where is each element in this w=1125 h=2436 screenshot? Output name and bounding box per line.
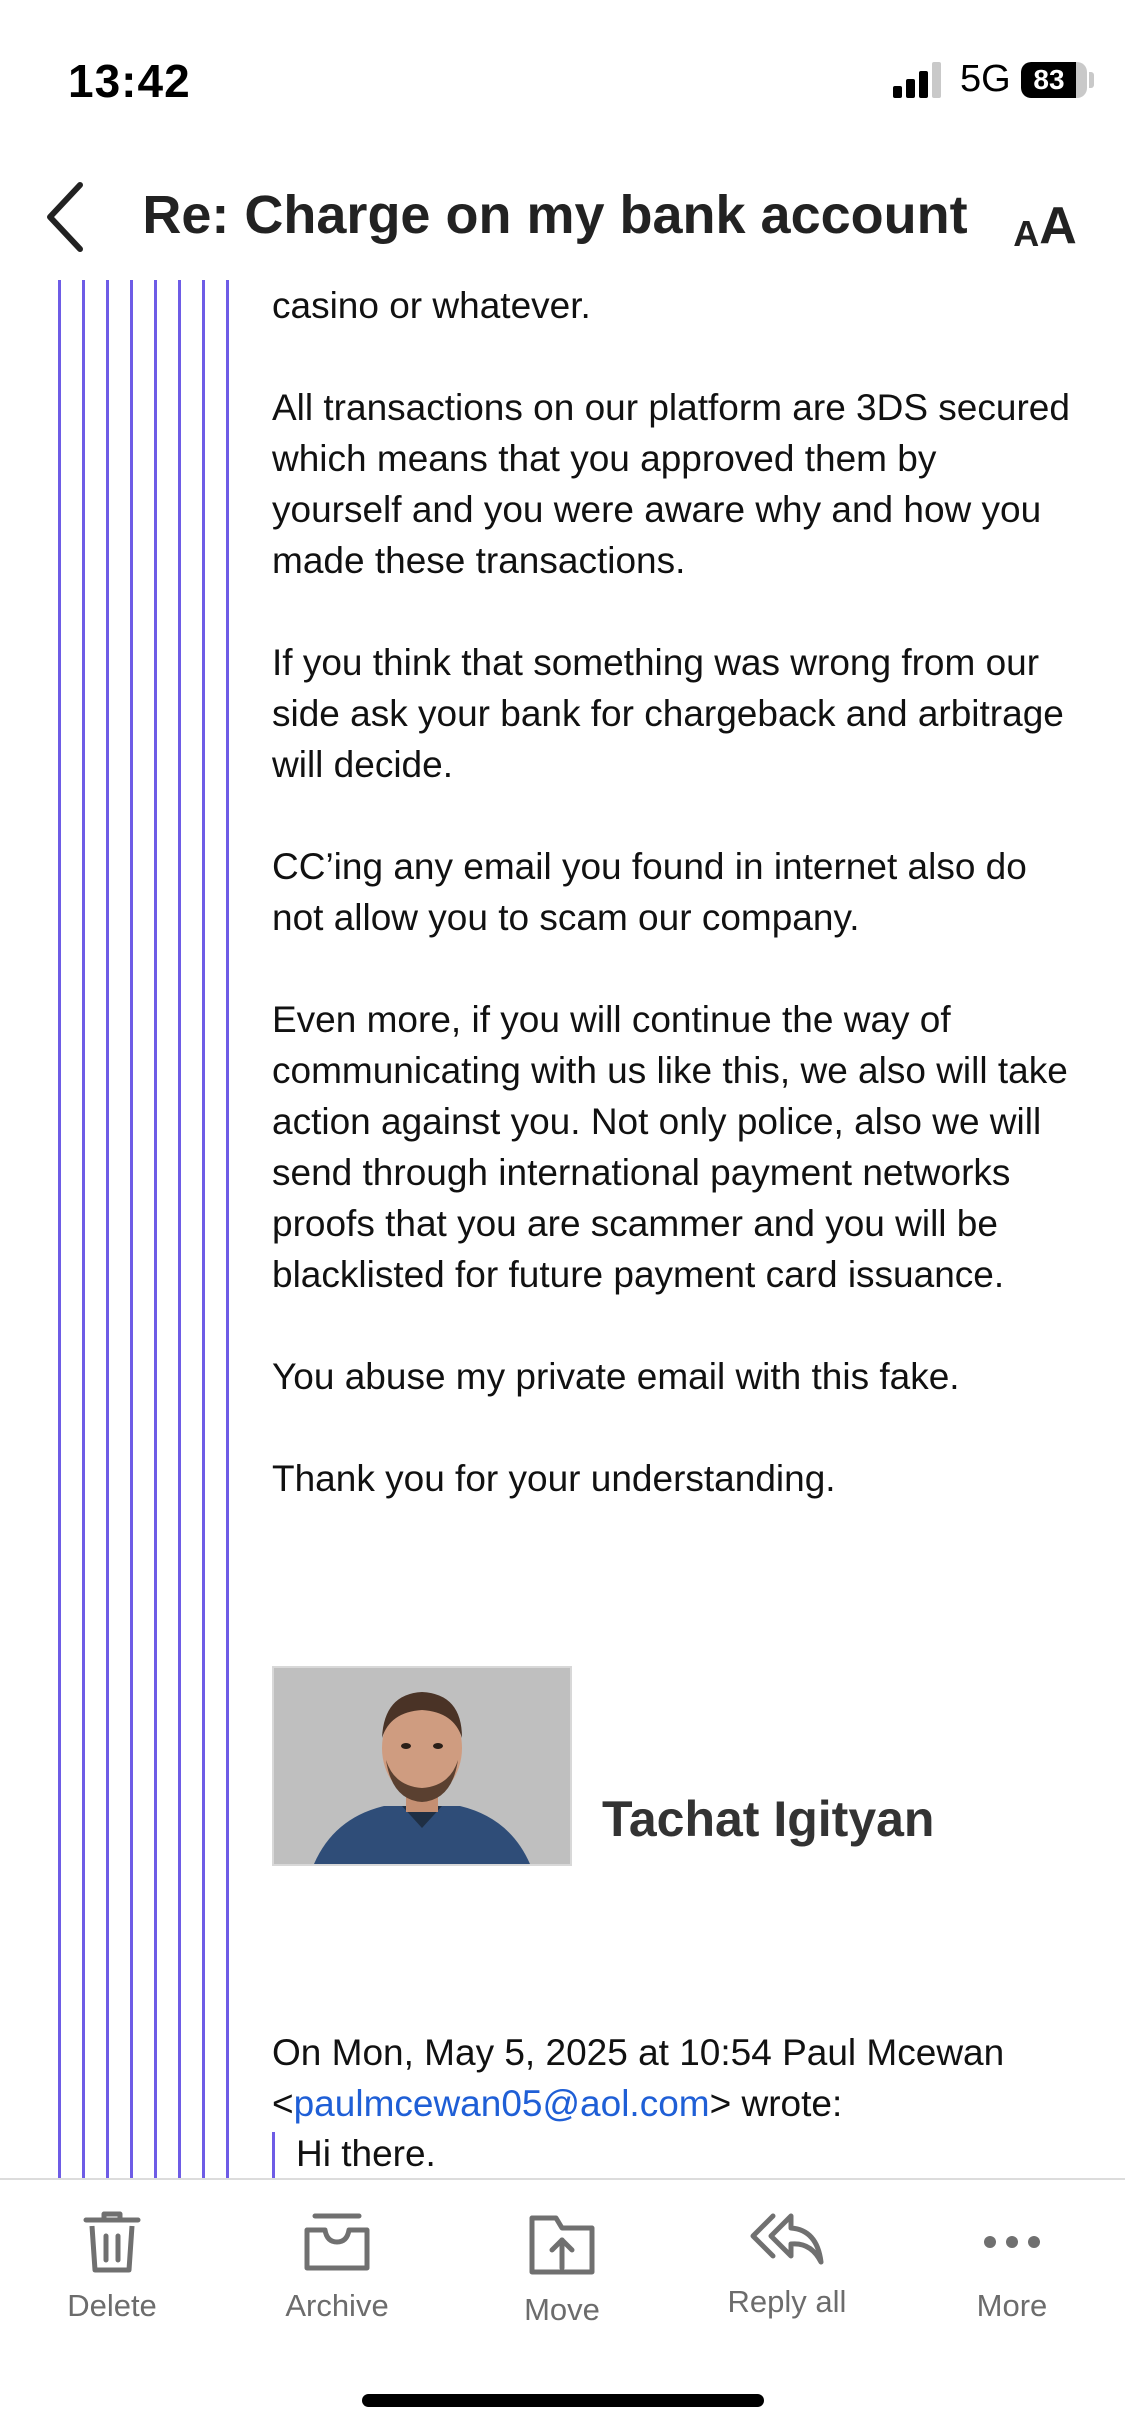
message-text [272,280,1072,1555]
text-size-small-a: A [1013,213,1040,254]
message-paragraph: casino or whatever. [272,285,591,326]
back-button[interactable] [30,172,100,262]
message-paragraph: All transactions on our platform are 3DS secured which means that you approved them by yourself and you were aware why and how you made these transactions. [272,387,1070,581]
message-paragraph: If you think that something was wrong from our side ask your bank for chargeback and arbitrage will decide. [272,642,1064,785]
quote-line [58,280,61,2178]
signature-photo [272,1666,572,1866]
email-signature [272,1666,1072,1876]
quoted-text: Hi there. [296,2133,436,2174]
sender-email-link[interactable]: paulmcewan05@aol.com [293,2083,710,2124]
page-title: Re: Charge on my bank account [142,185,968,245]
delete-label: Delete [67,2288,157,2323]
quote-line [202,280,205,2178]
battery-nub [1089,72,1094,88]
message-paragraph: CC’ing any email you found in internet also do not allow you to scam our company. [272,846,1027,938]
signature-name: Tachat Igityan [602,1791,935,1847]
status-time: 13:42 [68,55,191,107]
quote-level-lines [58,280,258,2178]
reply-all-label: Reply all [727,2284,847,2319]
quote-line [272,2132,275,2178]
message-paragraph: You abuse my private email with this fake. [272,1356,960,1397]
quote-header [272,2027,1092,2129]
network-type: 5G [960,58,1011,100]
quoted-message [272,2130,1072,2178]
message-paragraph: Even more, if you will continue the way of communicating with us like this, we also will take action against you. Not only police, also we will send through international payment networks proofs that you are scammer and you will be blacklisted for future payment card issuance. [272,999,1068,1295]
trash-icon [82,2210,142,2274]
battery-icon [1021,62,1087,98]
quote-header-suffix: > wrote: [709,2083,843,2124]
more-label: More [976,2288,1048,2323]
archive-label: Archive [285,2288,389,2323]
archive-icon [303,2210,371,2274]
quote-line [106,280,109,2178]
cellular-signal-icon [893,62,943,98]
move-label: Move [524,2292,600,2327]
archive-button[interactable] [237,2210,437,2350]
text-size-large-a: A [1039,197,1077,255]
quote-line [154,280,157,2178]
message-paragraph: Thank you for your understanding. [272,1458,836,1499]
quote-header-prefix: On Mon, May 5, 2025 at 10:54 Paul Mcewan < [272,2032,1005,2124]
quote-line [226,280,229,2178]
move-icon [528,2210,596,2278]
battery-level: 83 [1033,64,1065,95]
message-body[interactable] [0,280,1125,2178]
more-button[interactable] [912,2210,1112,2350]
reply-all-button[interactable] [687,2210,887,2350]
quote-line [82,280,85,2178]
move-button[interactable] [462,2210,662,2350]
reply-all-icon [749,2210,825,2270]
chevron-left-icon [44,181,86,253]
text-size-button[interactable] [1000,182,1090,255]
delete-button[interactable] [12,2210,212,2350]
status-bar [0,0,1125,160]
more-icon [982,2210,1042,2274]
nav-bar [0,160,1125,280]
quote-line [178,280,181,2178]
quote-line [130,280,133,2178]
home-indicator[interactable] [362,2394,764,2407]
person-portrait-image [274,1668,570,1864]
